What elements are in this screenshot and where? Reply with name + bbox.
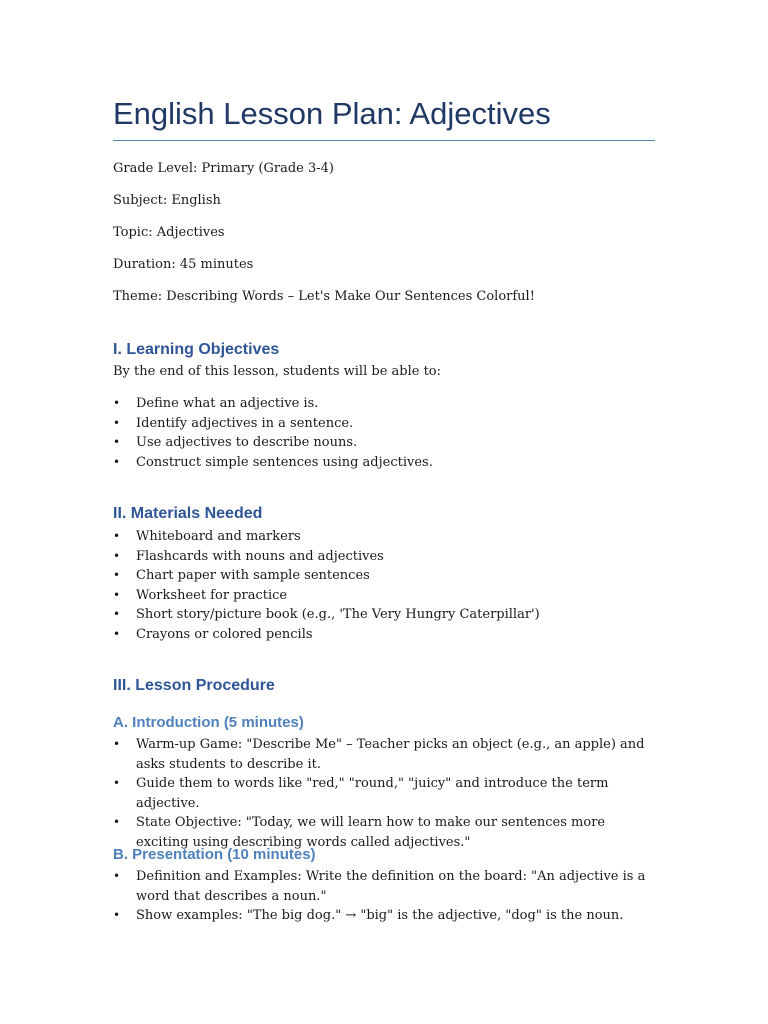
list-item [113,394,658,414]
procedure-heading: III. Lesson Procedure [113,677,275,694]
presentation-list [113,867,658,926]
list-item-text: Identify adjectives in a sentence. [136,415,354,431]
materials-list [113,527,658,644]
bullet-icon: • [113,587,121,602]
list-item [113,605,658,625]
introduction-heading: A. Introduction (5 minutes) [113,714,304,731]
list-item [113,867,658,906]
bullet-icon: • [113,626,121,641]
introduction-list [113,735,658,852]
page-title: English Lesson Plan: Adjectives [113,96,551,131]
list-item [113,625,658,645]
list-item-text: Definition and Examples: Write the definition on the board: "An adjective is a word that describes a noun." [136,869,646,904]
list-item-text: Crayons or colored pencils [136,626,313,642]
list-item [113,906,658,926]
list-item-text: Construct simple sentences using adjectives. [136,454,433,470]
bullet-icon: • [113,396,121,410]
objectives-list [113,394,658,472]
objectives-heading: I. Learning Objectives [113,341,280,358]
topic: Topic: Adjectives [113,225,225,240]
bullet-icon: • [113,415,121,430]
bullet-icon: • [113,568,121,582]
bullet-icon: • [113,908,121,922]
list-item [113,774,658,813]
list-item [113,527,658,547]
bullet-icon: • [113,435,121,449]
bullet-icon: • [113,454,121,469]
list-item [113,547,658,567]
bullet-icon: • [113,548,121,563]
list-item-text: Guide them to words like "red," "round," "juicy" and introduce the term adjective. [136,776,609,811]
presentation-heading: B. Presentation (10 minutes) [113,846,316,863]
list-item [113,453,658,473]
list-item-text: Whiteboard and markers [136,529,301,544]
list-item-text: Define what an adjective is. [136,396,319,411]
list-item-text: Use adjectives to describe nouns. [136,435,358,450]
list-item-text: Short story/picture book (e.g., 'The Very Hungry Caterpillar') [136,607,540,622]
bullet-icon: • [113,815,121,829]
list-item [113,414,658,434]
list-item-text: Show examples: "The big dog." → "big" is the adjective, "dog" is the noun. [136,908,624,923]
list-item-text: State Objective: "Today, we will learn how to make our sentences more exciting using describing words called adjectives." [136,815,606,850]
materials-heading: II. Materials Needed [113,505,263,522]
title-divider [113,140,655,141]
theme: Theme: Describing Words – Let's Make Our Sentences Colorful! [113,289,535,304]
bullet-icon: • [113,607,121,621]
list-item [113,433,658,453]
list-item [113,566,658,586]
subject: Subject: English [113,193,221,208]
bullet-icon: • [113,529,121,543]
list-item [113,586,658,606]
list-item-text: Flashcards with nouns and adjectives [136,548,384,564]
bullet-icon: • [113,869,121,883]
grade-level: Grade Level: Primary (Grade 3-4) [113,161,334,176]
list-item [113,735,658,774]
list-item-text: Chart paper with sample sentences [136,568,370,583]
bullet-icon: • [113,776,121,790]
bullet-icon: • [113,737,121,751]
list-item-text: Warm-up Game: "Describe Me" – Teacher picks an object (e.g., an apple) and asks students to describe it. [136,737,645,772]
duration: Duration: 45 minutes [113,257,254,272]
list-item-text: Worksheet for practice [136,587,288,603]
objectives-intro: By the end of this lesson, students will be able to: [113,364,442,379]
